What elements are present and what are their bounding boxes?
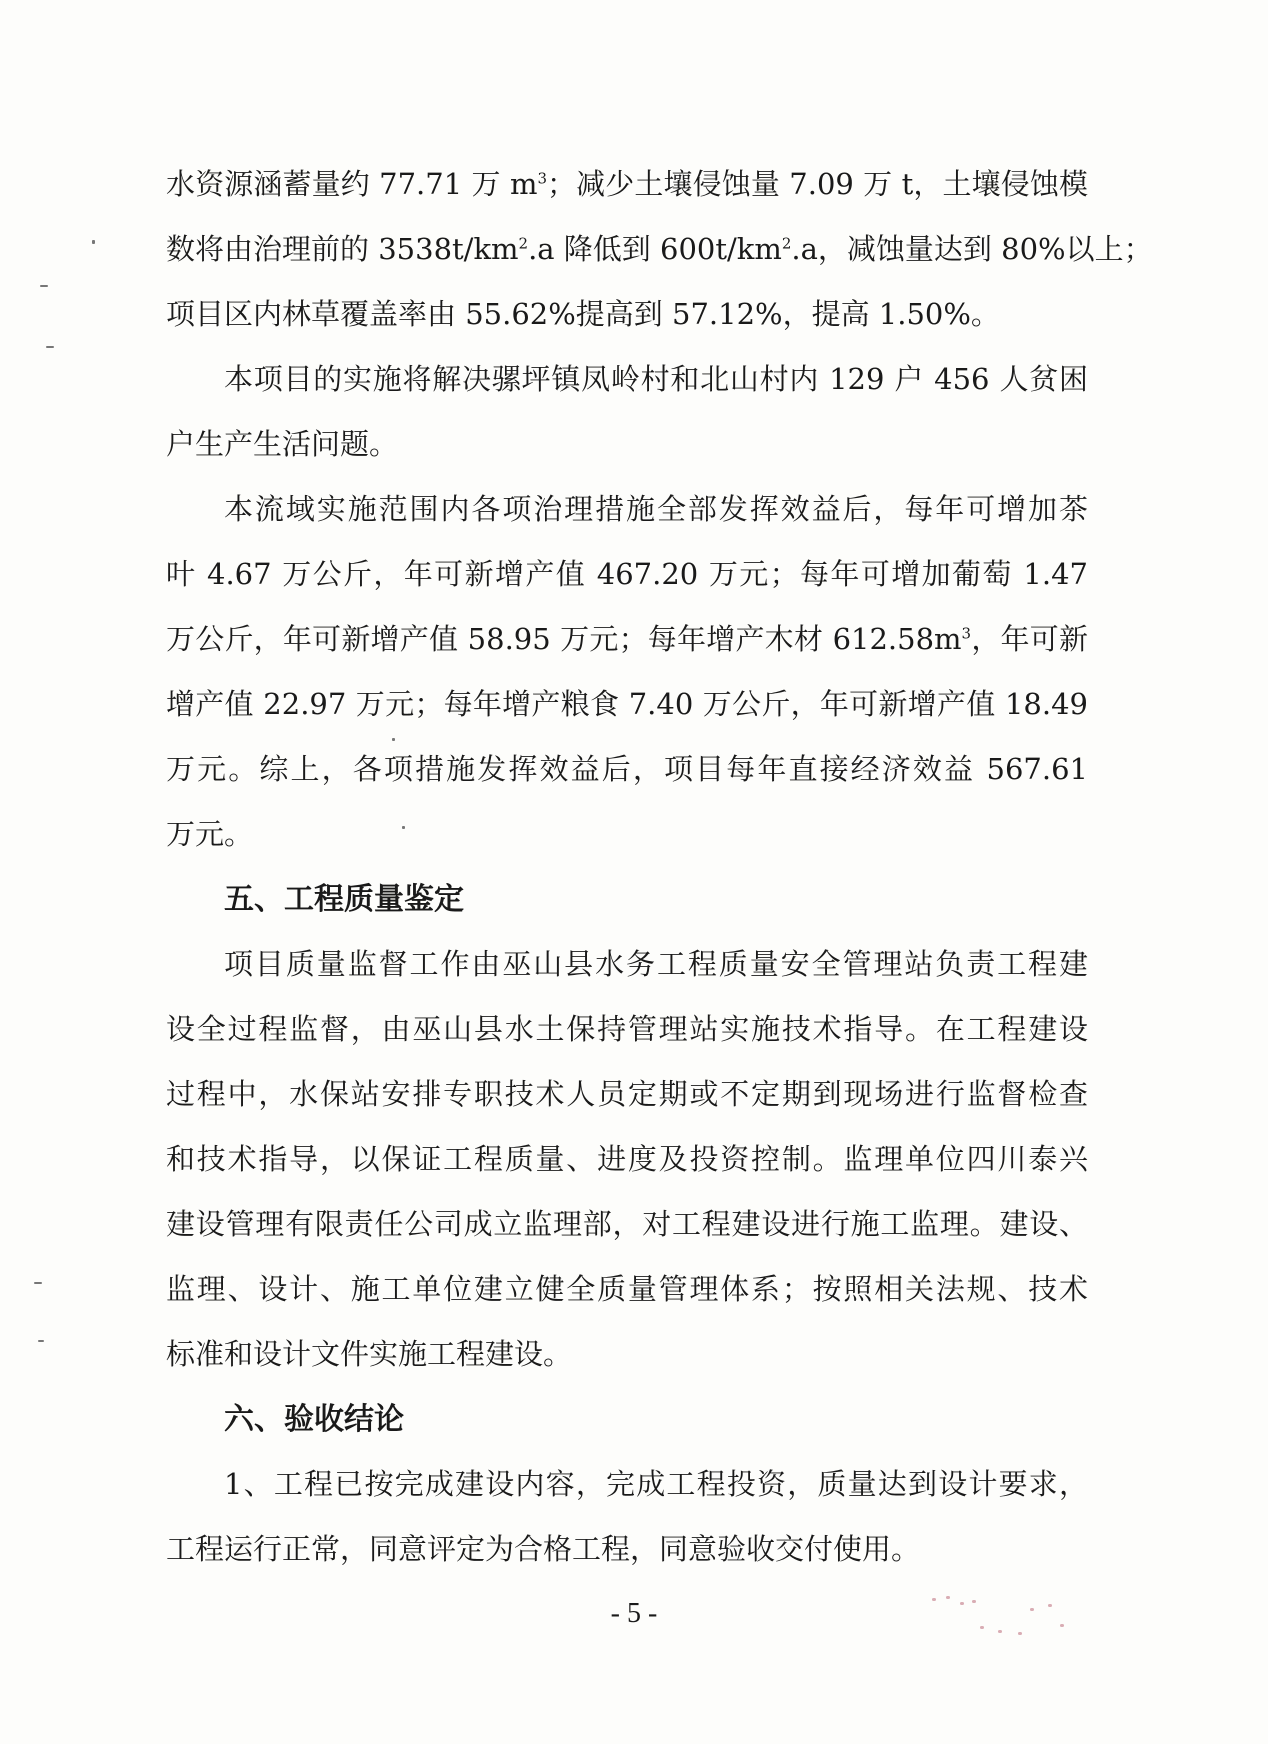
text-line: 万元。综上，各项措施发挥效益后，项目每年直接经济效益 567.61 [166,752,1088,786]
paragraph-poverty [166,347,1088,477]
text-line: 和技术指导，以保证工程质量、进度及投资控制。监理单位四川泰兴 [166,1142,1088,1176]
scan-speck [402,826,405,829]
section-heading-conclusion: 六、验收结论 [224,1402,404,1437]
text-line: 标准和设计文件实施工程建设。 [166,1337,573,1371]
text-line: 叶 4.67 万公斤，年可新增产值 467.20 万元；每年可增加葡萄 1.47 [166,557,1088,591]
text-line: 工程运行正常，同意评定为合格工程，同意验收交付使用。 [166,1532,921,1566]
text-line: 项目质量监督工作由巫山县水务工程质量安全管理站负责工程建 [224,947,1088,981]
scan-speck [46,346,54,348]
paragraph-economic-benefits [166,477,1088,867]
scan-speck [40,285,48,287]
text-line: 设全过程监督，由巫山县水土保持管理站实施技术指导。在工程建设 [166,1012,1088,1046]
text-line: 水资源涵蓄量约 77.71 万 $m^3$；减少土壤侵蚀量 7.09 万 t，土壤侵蚀模 [166,167,1088,201]
text-line: 万公斤，年可新增产值 58.95 万元；每年增产木材 $612.58m^3$，年可新 [166,622,1088,656]
paragraph-benefits-soil [166,152,1153,347]
paragraph-conclusion-1 [166,1452,1088,1582]
paragraph-quality-supervision [166,932,1088,1387]
text-line: 1、工程已按完成建设内容，完成工程投资，质量达到设计要求， [224,1467,1088,1501]
stamp-residue [920,1588,1100,1648]
text-line: 万元。 [166,817,254,851]
text-line: 户生产生活问题。 [166,427,399,461]
text-line: 本流域实施范围内各项治理措施全部发挥效益后，每年可增加茶 [224,492,1088,526]
page-number: - 5 - [610,1598,658,1629]
text-line: 增产值 22.97 万元；每年增产粮食 7.40 万公斤，年可新增产值 18.49 [166,687,1088,721]
text-line: 数将由治理前的 $3538t/km^2.a$ 降低到 $600t/km^2.a$，减蚀量达到 80%以上； [166,232,1153,266]
section-heading-quality: 五、工程质量鉴定 [224,882,464,917]
scan-speck [92,240,95,244]
text-line: 本项目的实施将解决骡坪镇凤岭村和北山村内 129 户 456 人贫困 [224,362,1088,396]
text-line: 项目区内林草覆盖率由 55.62%提高到 57.12%，提高 1.50%。 [166,297,1000,331]
body-text [166,152,1153,1582]
text-line: 监理、设计、施工单位建立健全质量管理体系；按照相关法规、技术 [166,1272,1088,1306]
scan-speck [38,1340,44,1342]
text-line: 建设管理有限责任公司成立监理部，对工程建设进行施工监理。建设、 [166,1207,1088,1241]
scan-speck [34,1282,42,1284]
scan-speck [392,738,395,741]
text-line: 过程中，水保站安排专职技术人员定期或不定期到现场进行监督检查 [166,1077,1088,1111]
